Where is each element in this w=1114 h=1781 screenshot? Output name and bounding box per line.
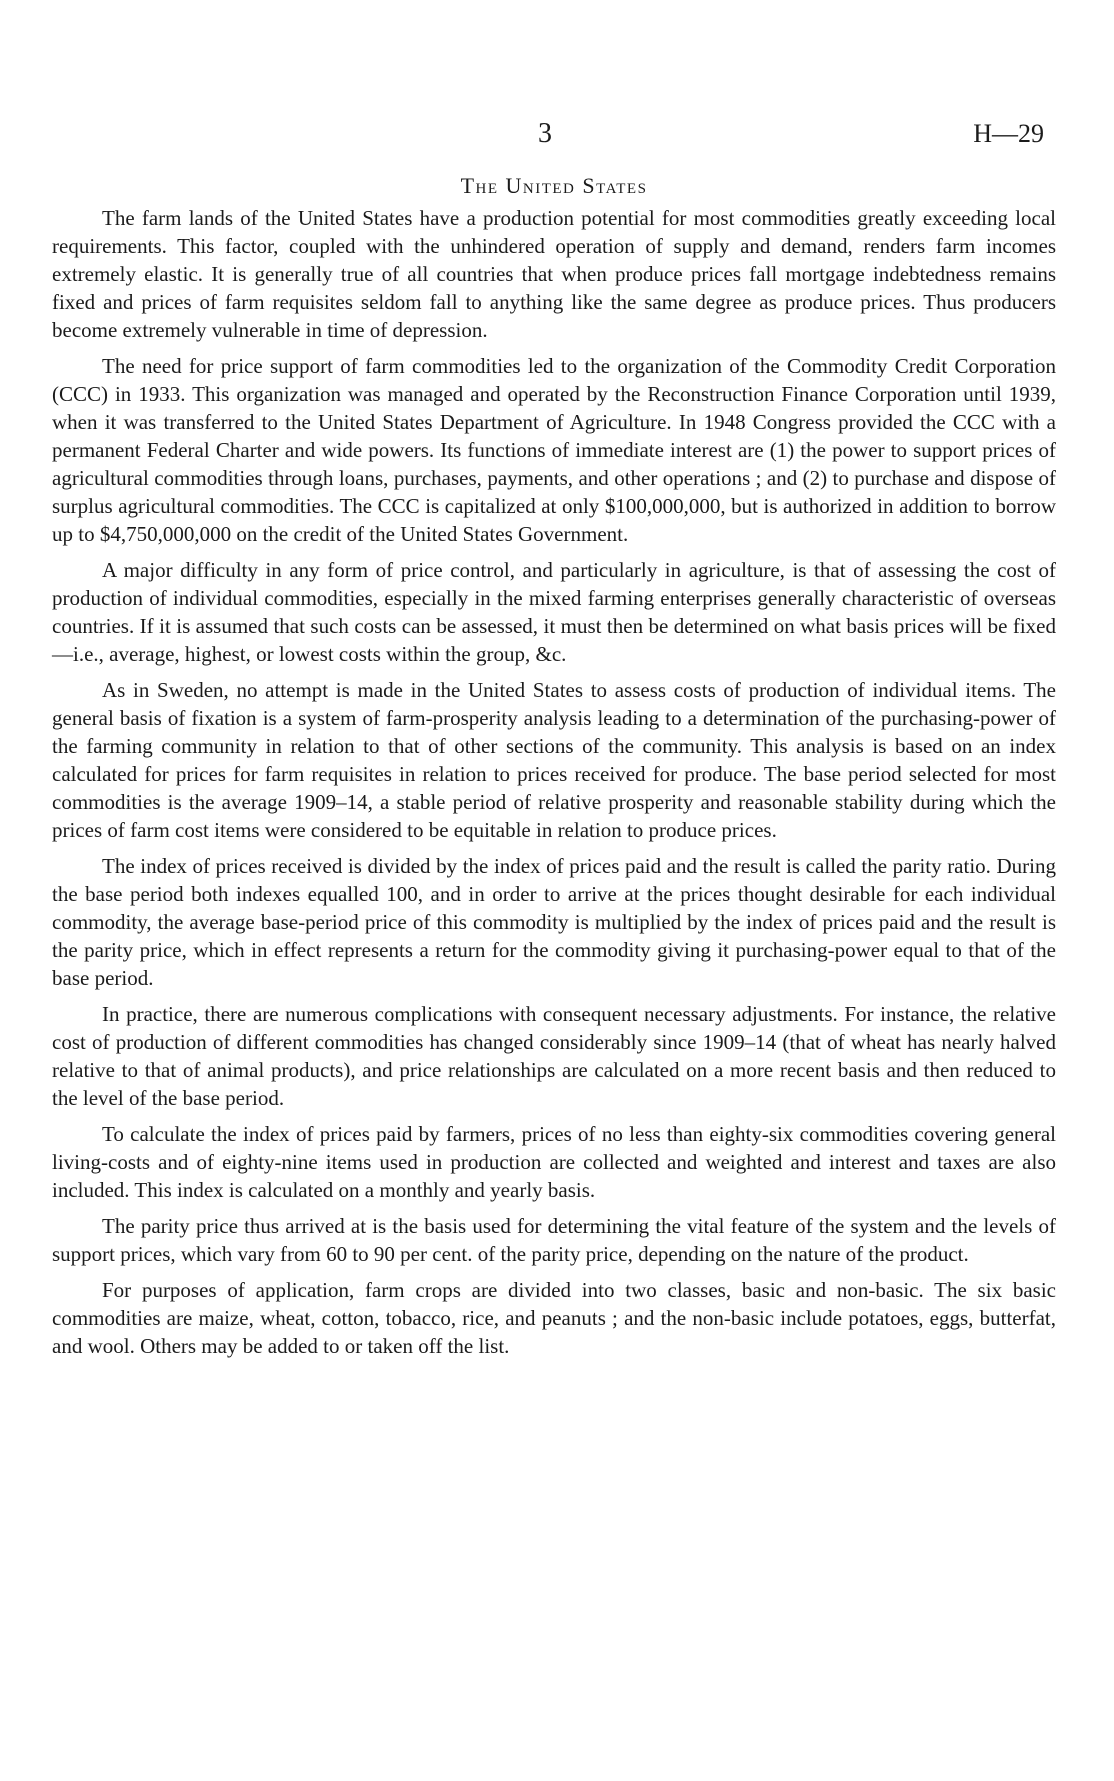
paragraph-2: The need for price support of farm commodities led to the organization of the Commodity Credit Corporation (CCC) in 1933. This organization was managed and operated by the Reconstruction Finance Corporation until 1939, when it was transferred to the United States Department of Agriculture. In 1948 Congress provided the CCC with a permanent Federal Charter and wide powers. Its functions of immediate interest are (1) the power to support prices of agricultural commodities through loans, purchases, payments, and other operations ; and (2) to purchase and dispose of surplus agricultural commodities. The CCC is capitalized at only $100,000,000, but is authorized in addition to borrow up to $4,750,000,000 on the credit of the United States Government. (52, 354, 1056, 546)
section-heading: The United States (460, 173, 648, 198)
paragraph-1: The farm lands of the United States have a production potential for most commodities greatly exceeding local requirements. This factor, coupled with the unhindered operation of supply and demand, renders farm incomes extremely elastic. It is generally true of all countries that when produce prices fall mortgage indebtedness remains fixed and prices of farm requisites seldom fall to anything like the same degree as produce prices. Thus producers become extremely vulnerable in time of depression. (52, 206, 1056, 342)
paragraph-3: A major difficulty in any form of price control, and particularly in agriculture, is that of assessing the cost of production of individual commodities, especially in the mixed farming enterprises generally characteristic of overseas countries. If it is assumed that such costs can be assessed, it must then be determined on what basis prices will be fixed—i.e., average, highest, or lowest costs within the group, &c. (52, 558, 1056, 666)
paragraph-5: The index of prices received is divided by the index of prices paid and the result is called the parity ratio. During the base period both indexes equalled 100, and in order to arrive at the prices thought desirable for each individual commodity, the average base-period price of this commodity is multiplied by the index of prices paid and the result is the parity price, which in effect represents a return for the commodity giving it purchasing-power equal to that of the base period. (52, 854, 1056, 990)
page-number: 3 (538, 118, 552, 149)
paragraph-8: The parity price thus arrived at is the basis used for determining the vital feature of the system and the levels of support prices, which vary from 60 to 90 per cent. of the parity price, depending on the nature of the product. (52, 1214, 1056, 1266)
paragraph-6: In practice, there are numerous complications with consequent necessary adjustments. For instance, the relative cost of production of different commodities has changed considerably since 1909–14 (that of wheat has nearly halved relative to that of animal products), and price relationships are calculated on a more recent basis and then reduced to the level of the base period. (52, 1002, 1056, 1110)
page-header (0, 118, 1114, 158)
paragraph-7: To calculate the index of prices paid by farmers, prices of no less than eighty-six commodities covering general living-costs and of eighty-nine items used in production are collected and weighted and interest and taxes are also included. This index is calculated on a monthly and yearly basis. (52, 1122, 1056, 1202)
paragraph-9: For purposes of application, farm crops are divided into two classes, basic and non-basic. The six basic commodities are maize, wheat, cotton, tobacco, rice, and peanuts ; and the non-basic include potatoes, eggs, butterfat, and wool. Others may be added to or taken off the list. (52, 1278, 1056, 1358)
page-body (52, 172, 1056, 1368)
document-code: H—29 (973, 119, 1044, 148)
paragraph-4: As in Sweden, no attempt is made in the United States to assess costs of production of individual items. The general basis of fixation is a system of farm-prosperity analysis leading to a determination of the purchasing-power of the farming community in relation to that of other sections of the community. This analysis is based on an index calculated for prices for farm requisites in relation to prices received for produce. The base period selected for most commodities is the average 1909–14, a stable period of relative prosperity and reasonable stability during which the prices of farm cost items were considered to be equitable in relation to produce prices. (52, 678, 1056, 842)
